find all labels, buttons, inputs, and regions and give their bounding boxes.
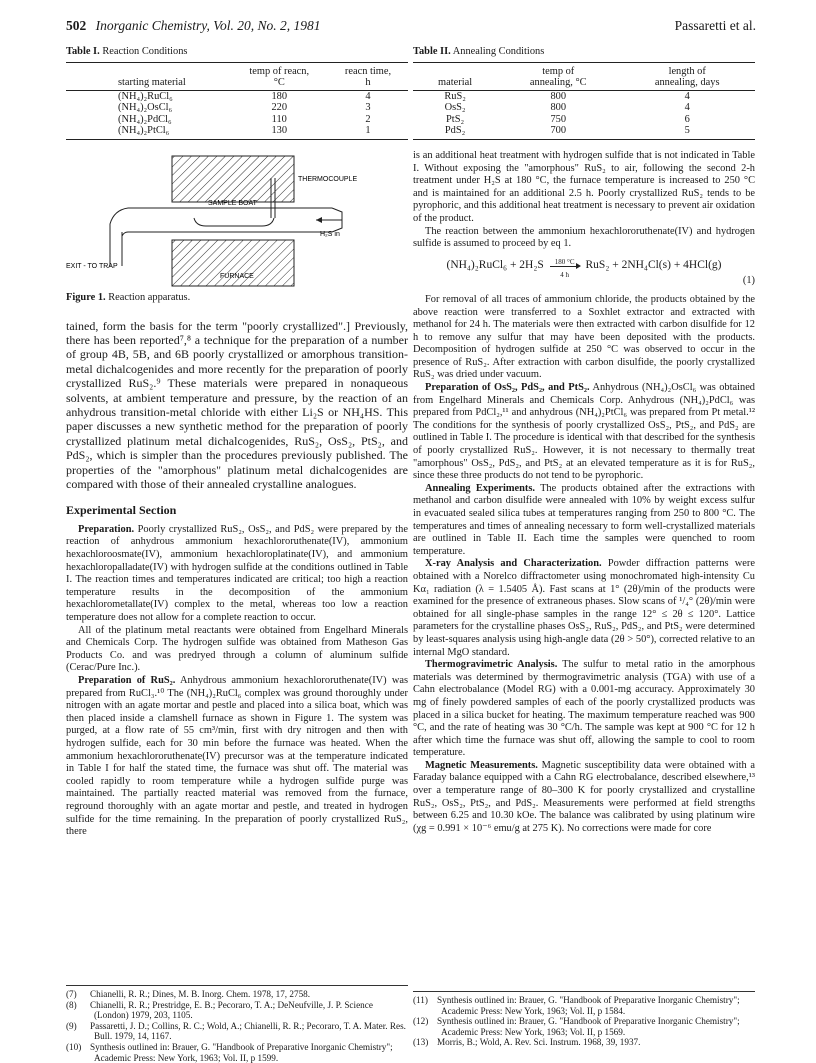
figure1-caption-text: Reaction apparatus. (108, 291, 191, 303)
running-header-authors: Passaretti et al. (674, 18, 756, 33)
table1 (66, 62, 408, 140)
paragraph (413, 659, 755, 760)
reference-item (413, 995, 755, 1016)
table-row (66, 114, 408, 126)
table2-header: temp of (497, 62, 619, 77)
thermocouple-label: THERMOCOUPLE (298, 175, 358, 183)
reference-text: Synthesis outlined in: Brauer, G. "Handbook of Preparative Inorganic Chemistry"; Academic Press: New York, 1963; Vol. II, p 1584. (437, 995, 740, 1016)
running-header-left (66, 18, 321, 34)
furnace-label: FURNACE (220, 272, 254, 280)
table-cell: 4 (684, 90, 690, 102)
paragraph-text: Anhydrous ammonium hexachlororuthenate(IV) was prepared from RuCl₃.¹⁰ The (NH₄)₂RuCl₆ complex was ground thoroughly under nitrogen with an agate mortar and pestle and placed into a silica boat, which was then placed inside a clamshell furnace as shown in Figure 1. The system was purged, at a flow rate of 55 cm³/min, first with dry nitrogen and then with hydrogen sulfide, each for 30 min before the furnace was heated. When the ammonium hexachlororuthenate(IV) precursor was at the temperature indicated in Table I for half the stated time, the furnace was shut off. The material was cooled rapidly to room temperature while a hydrogen sulfide purge was maintained. The partially reacted material was removed from the furnace, reground thoroughly with an agate mortar and pestle, and treated in hydrogen sulfide for the time remaining. In the preparation of poorly crystallized RuS₂, there (66, 674, 408, 838)
table-cell: 6 (684, 113, 690, 125)
table-cell: PdS₂ (413, 125, 497, 139)
reference-text: Synthesis outlined in: Brauer, G. "Handbook of Preparative Inorganic Chemistry"; Academic Press: New York, 1963; Vol. II, p 1599. (90, 1041, 393, 1063)
table2 (413, 62, 755, 140)
arrow-condition-time: 4 h (560, 270, 570, 279)
paragraph-text: The sulfur to metal ratio in the amorphous materials was determined by thermogravimetric analysis (TGA) with use of a Cahn electrobalance (Model RG) with a 0.001-mg accuracy. Approximately 30 mg of finely powdered samples of each of the poorly crystallized products was placed in a silica bucket for heating. The maximum temperature reached was 900 °C, and the rate of heating was 30 °C/h. The sample was kept at 900 °C for 12 h after which time the furnace was shut off, allowing the sample to cool to room temperature. (413, 659, 755, 759)
reference-text: Chianelli, R. R.; Dines, M. B. Inorg. Chem. 1978, 17, 2758. (90, 989, 311, 999)
exit-to-trap-label: EXIT - TO TRAP (66, 262, 118, 270)
table2-title: Annealing Conditions (452, 46, 545, 57)
table-cell: 220 (271, 102, 288, 114)
paragraph: For removal of all traces of ammonium chloride, the products obtained by the above reaction were transferred to a Soxhlet extractor and extracted with methanol for 24 h. The materials were then extracted with carbon disulfide for 12 h to remove any sulfur that may have been deposited with the products. Decomposition of hydrogen sulfide at 250 °C was observed to occur in the presence of RuS₂. After extraction with carbon disulfide, the poorly crystallized RuS₂ was dried under vacuum. (413, 293, 755, 381)
paragraph: All of the platinum metal reactants were obtained from Engelhard Minerals and Chemicals Corp. The hydrogen sulfide was obtained from Matheson Gas Products Co. and was predryed through a column of aluminum sulfide (Cerac/Pure Inc.). (66, 624, 408, 674)
run-in-heading: X-ray Analysis and Characterization. (425, 558, 602, 570)
sample-boat-label: SAMPLE BOAT (208, 199, 257, 207)
reference-number: (9) (66, 1020, 77, 1031)
table1-header: °C (231, 77, 328, 91)
table2-header: material (413, 77, 497, 91)
reference-item (413, 1037, 755, 1048)
table2-header: annealing, days (619, 77, 755, 91)
reference-text: Morris, B.; Wold, A. Rev. Sci. Instrum. 1968, 39, 1937. (437, 1037, 641, 1048)
table1-header: h (328, 77, 408, 91)
intro-paragraph: tained, form the basis for the term "poorly crystallized".] Previously, there has been reported⁷,⁸ a technique for the preparation of a number of group 4B, 5B, and 6B poorly crystallized or amorphous transition-metal dichalcogenides and more recently for the preparation of poorly crystallized RuS₂.⁹ These materials were prepared in nonaqueous solvents, at ambient temperature and pressure, by the reaction of an anhydrous transition-metal chloride with either Li₂S or NH₄HS. This paper discusses a new synthetic method for the preparation of poorly crystallized platinum metal dichalcogenides, RuS₂, OsS₂, PtS₂, and PdS₂, which is simpler than the procedures previously published. The properties of the "amorphous" platinum metal dichalcogenides are compared with those of their annealed crystalline analogues. (66, 318, 408, 492)
reference-text: Chianelli, R. R.; Prestridge, E. B.; Pecoraro, T. A.; DeNeufville, J. P. Science (London) 1979, 203, 1105. (90, 999, 373, 1021)
table1-title: Reaction Conditions (102, 46, 188, 57)
reference-item (66, 1042, 408, 1063)
paragraph: is an additional heat treatment with hydrogen sulfide that is not indicated in Table I. Without exposing the "amorphous" RuS₂ to air, following the second 2-h treatment under H₂S at 180 °C, the furnace temperature is increased to 250 °C and is maintained for an additional 2.5 h. Poorly crystallized RuS₂ tends to be pyrophoric, and this additional heat treatment is necessary to prevent air oxidation of the product. (413, 149, 755, 224)
arrow-line (550, 266, 578, 267)
paragraph (413, 483, 755, 559)
table-cell: 4 (684, 102, 690, 114)
reference-item (413, 1016, 755, 1037)
table-cell: 750 (550, 113, 567, 125)
table2-header: length of (619, 62, 755, 77)
run-in-heading: Preparation. (78, 523, 135, 535)
paragraph-text: Powder diffraction patterns were obtained with a Norelco diffractometer using monochromated high-intensity Cu Kα₁ radiation (λ = 1.5405 Å). Fast scans at 1° (2θ)/min of the products were examined for the presence of extraneous phases. Slow scans of ¹/₄° (2θ)/min were obtained for all single-phase samples in the range 12° ≤ 2θ ≤ 120°. Lattice parameters for the crystalline phases OsS₂, RuS₂, PdS₂, and PtS₂ were determined by least-squares analysis using high-angle data (2θ > 50°), corrected relative to an internal MgO standard. (413, 558, 755, 658)
arrow-condition-temp: 180 °C (554, 257, 575, 266)
left-column (66, 46, 408, 839)
table-row (413, 90, 755, 102)
figure1-label: Figure 1. (66, 291, 106, 303)
reference-number: (10) (66, 1041, 82, 1052)
table1-header (66, 62, 231, 77)
table-cell: 1 (328, 125, 408, 139)
table1-header: reacn time, (328, 62, 408, 77)
table-cell: 3 (365, 102, 371, 114)
reference-item (66, 1000, 408, 1021)
footnote-rule (413, 991, 755, 992)
paragraph-text: Magnetic susceptibility data were obtained with a Faraday balance equipped with a Cahn RG electrobalance, described elsewhere,¹³ over a temperature range of 80–300 K for poorly crystallized and crystalline RuS₂, OsS₂, PtS₂, and PdS₂. Measurements were performed at field strengths between 6.25 and 10.30 kOe. The balance was calibrated by using platinum wire (χg = 0.991 × 10⁻⁶ emu/g at 275 K). No corrections were made for core (413, 759, 755, 834)
paragraph-text: Poorly crystallized RuS₂, OsS₂, and PdS₂ were prepared by the reaction of anhydrous ammonium hexachlororuthenate(IV), ammonium hexachloroosmate(IV), ammonium hexachloroplatinate(IV), and ammonium hexachloropalladate(IV) with hydrogen sulfide at the conditions outlined in Table I. The reaction times and temperatures indicated are critical; too high a reaction temperature results in the decomposition of the ammonium hexachlorometallate(IV) complex to the metal, whereas too low a reaction temperature does not allow for a complete reaction to occur. (66, 523, 408, 623)
reference-text: Synthesis outlined in: Brauer, G. "Handbook of Preparative Inorganic Chemistry"; Academic Press: New York, 1963; Vol. II, p 1569. (437, 1016, 740, 1037)
table-cell: (NH₄)₂PtCl₆ (66, 125, 231, 139)
paragraph-text: The products obtained after the extractions with methanol and carbon disulfide were annealed with 10% by weight excess sulfur in evacuated sealed silica tubes at temperatures ranging from 250 to 800 °C. The temperatures and times of annealing necessary to form well-crystallized materials are outlined in Table II. Each time the samples were quenched to room temperature. (413, 482, 755, 557)
table-row (66, 90, 408, 102)
run-in-heading: Annealing Experiments. (425, 482, 536, 494)
table-row (66, 102, 408, 114)
h2s-in-label: H₂S in (320, 230, 340, 238)
table1-caption (66, 46, 408, 59)
table2-header (413, 62, 497, 77)
table1-label: Table I. (66, 46, 100, 57)
apparatus-diagram (66, 154, 408, 290)
table-row (413, 114, 755, 126)
table-cell: (NH₄)₂PdCl₆ (118, 113, 172, 125)
table-row (413, 102, 755, 114)
reference-number: (11) (413, 995, 428, 1005)
run-in-heading: Magnetic Measurements. (425, 759, 538, 771)
table-cell: 700 (497, 125, 619, 139)
reaction-arrow (550, 257, 580, 279)
reference-item (66, 989, 408, 1000)
equation-products: RuS₂ + 2NH₄Cl(s) + 4HCl(g) (585, 258, 722, 271)
table-cell: PtS₂ (446, 113, 465, 125)
reference-text: Passaretti, J. D.; Collins, R. C.; Wold, A.; Chianelli, R. R.; Pecoraro, T. A. Mater. Res. Bull. 1979, 14, 1167. (90, 1020, 406, 1042)
table-cell: 130 (231, 125, 328, 139)
table-cell: 2 (365, 113, 371, 125)
exit-tube (110, 208, 128, 266)
references-right (413, 991, 755, 1048)
paragraph (413, 382, 755, 483)
table2-header: annealing, °C (497, 77, 619, 91)
table2-caption (413, 46, 755, 59)
right-column (413, 46, 755, 835)
run-in-heading: Preparation of RuS₂. (78, 674, 176, 686)
equation-body (413, 257, 755, 279)
run-in-heading: Preparation of OsS₂, PdS₂, and PtS₂. (425, 382, 590, 394)
run-in-heading: Thermogravimetric Analysis. (425, 659, 558, 671)
left-body (66, 319, 408, 518)
table1-header: starting material (66, 77, 231, 91)
furnace-top-block (172, 156, 294, 202)
table-cell: (NH₄)₂OsCl₆ (118, 102, 173, 114)
right-body (413, 150, 755, 835)
table-cell: 110 (271, 113, 287, 125)
table-cell: OsS₂ (444, 102, 466, 114)
reference-number: (7) (66, 989, 77, 999)
equation-1 (413, 257, 755, 279)
equation-number: (1) (742, 275, 755, 287)
paragraph-text: Anhydrous (NH₄)₂OsCl₆ was obtained from Engelhard Minerals and Chemicals Corp. Anhydrous (NH₄)₂PdCl₆ was prepared from PdCl₂,¹¹ and anhydrous (NH₄)₂PtCl₆ was prepared from Pt metal.¹² The conditions for the synthesis of poorly crystallized OsS₂, PtS₂, and PdS₂ are outlined in Table I. The procedure is identical with that described for the synthesis of poorly crystallized RuS₂. However, it is not necessary to thermally treat "amorphous" OsS₂, PdS₂, and PtS₂ at an elevated temperature as it is for RuS₂, since these three products do not tend to be pyrophoric. (413, 382, 755, 482)
paragraph (413, 558, 755, 659)
table-row (413, 125, 755, 139)
paragraph (66, 524, 408, 625)
references-left (66, 985, 408, 1063)
table-row (66, 125, 408, 139)
reference-number: (13) (413, 1037, 429, 1048)
arrow-head (316, 217, 322, 223)
table-cell: 800 (550, 90, 567, 102)
reaction-tube (128, 208, 332, 232)
table-cell: 180 (271, 90, 288, 102)
table-cell: (NH₄)₂RuCl₆ (118, 90, 173, 102)
reference-item (66, 1021, 408, 1042)
figure1-caption (66, 292, 408, 305)
equation-reactants: (NH₄)₂RuCl₆ + 2H₂S (446, 258, 544, 271)
reference-number: (12) (413, 1016, 429, 1027)
table-cell: 800 (550, 102, 567, 114)
figure1-apparatus (66, 154, 408, 290)
table-cell: 4 (365, 90, 371, 102)
footnote-rule (66, 985, 408, 986)
section-heading: Experimental Section (66, 503, 177, 518)
journal-citation: Inorganic Chemistry, Vol. 20, No. 2, 1981 (95, 18, 321, 33)
paragraph (66, 675, 408, 839)
table-cell: 5 (619, 125, 755, 139)
paragraph (413, 760, 755, 836)
experimental-body (66, 524, 408, 839)
reference-number: (8) (66, 999, 77, 1010)
sample-boat (194, 218, 274, 226)
table1-header: temp of reacn, (231, 62, 328, 77)
table2-label: Table II. (413, 46, 451, 57)
page-number: 502 (66, 18, 87, 33)
paragraph: The reaction between the ammonium hexachlororuthenate(IV) and hydrogen sulfide is assumed to proceed by eq 1. (413, 225, 755, 250)
table-cell: RuS₂ (444, 90, 466, 102)
